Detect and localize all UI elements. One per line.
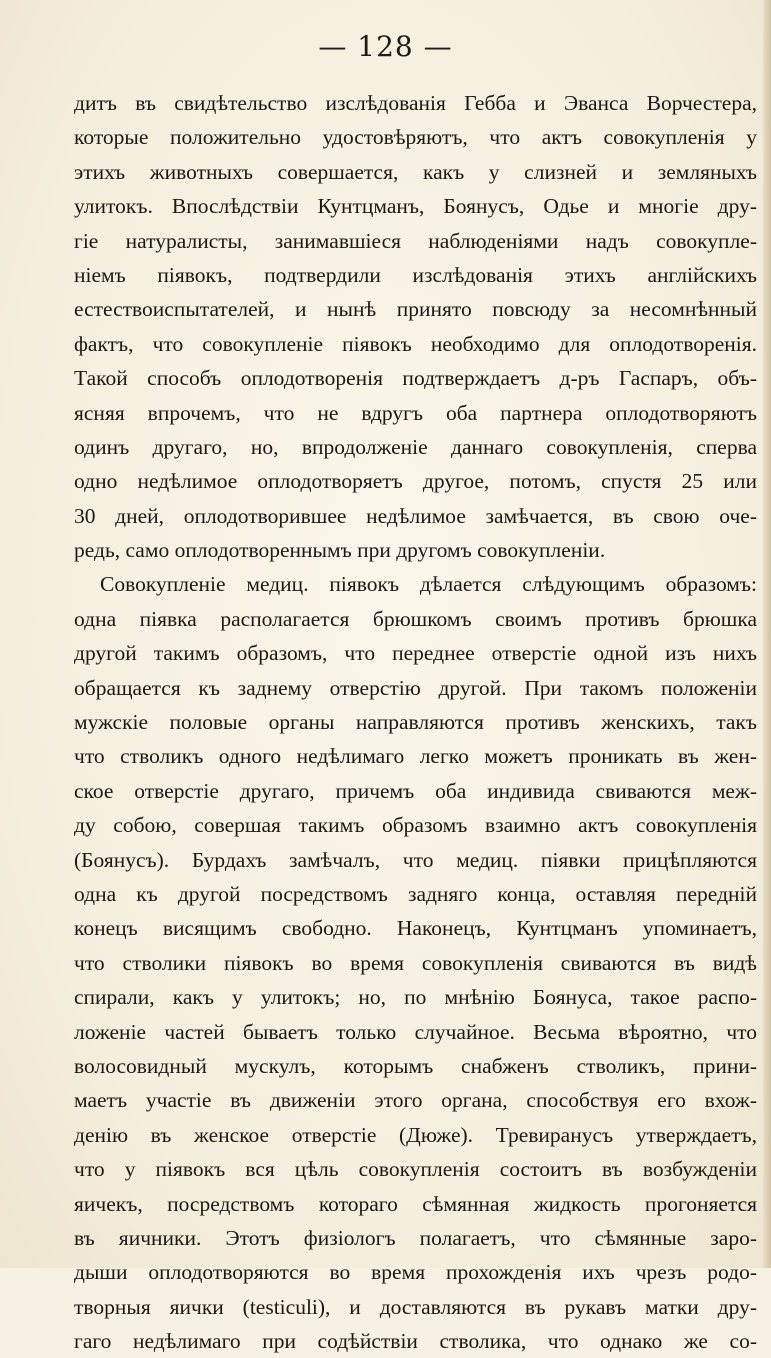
page-number: — 128 — (318, 30, 453, 63)
text-line: творныя яички (testiculi), и доставляются въ рукавъ матки дру- (74, 1294, 757, 1319)
text-line: дыши оплодотворяются во время прохожденія ихъ чрезъ родо- (74, 1260, 757, 1285)
text-line: яичекъ, посредствомъ котораго сѣмянная жидкость прогоняется (74, 1191, 757, 1216)
text-line: Такой способъ оплодотворенія подтверждаетъ д-ръ Гаспаръ, объ- (74, 366, 757, 391)
body-text (74, 86, 757, 1358)
text-line: ду собою, совершая такимъ образомъ взаимно актъ совокупленія (74, 813, 757, 838)
paragraph (74, 567, 757, 1358)
text-line: что у піявокъ вся цѣль совокупленія состоитъ въ возбужденіи (74, 1157, 757, 1182)
text-line: которые положительно удостовѣряютъ, что актъ совокупленія у (74, 125, 757, 150)
page-edge (763, 0, 771, 1268)
text-line: этихъ животныхъ совершается, какъ у слизней и земляныхъ (74, 159, 757, 184)
text-line: 30 дней, оплодотворившее недѣлимое замѣчается, въ свою оче- (74, 503, 757, 528)
text-line: дитъ въ свидѣтельство изслѣдованія Гебба и Эванса Ворчестера, (74, 91, 757, 115)
text-line: Совокупленіе медиц. піявокъ дѣлается слѣдующимъ образомъ: (100, 572, 757, 597)
text-line: что стволикъ одного недѣлимаго легко можетъ проникать въ жен- (74, 744, 757, 769)
text-line: редь, само оплодотвореннымъ при другомъ совокупленіи. (74, 538, 606, 563)
text-line: одна къ другой посредствомъ задняго конца, оставляя передній (74, 881, 757, 906)
text-line: что стволики піявокъ во время совокупленія свиваются въ видѣ (74, 950, 757, 975)
text-line: маетъ участіе въ движеніи этого органа, способствуя его вхож- (74, 1088, 757, 1113)
text-line: конецъ висящимъ свободно. Наконецъ, Кунтцманъ упоминаетъ, (74, 916, 757, 941)
text-line: ніемъ піявокъ, подтвердили изслѣдованія этихъ англійскихъ (74, 262, 757, 287)
text-line: гаго недѣлимаго при содѣйствіи стволика, что однако же со- (74, 1329, 757, 1354)
text-line: волосовидный мускулъ, которымъ снабженъ стволикъ, прини- (74, 1053, 757, 1078)
text-line: гіе натуралисты, занимавшіеся наблюденіями надъ совокупле- (74, 228, 757, 253)
paragraph (74, 86, 757, 567)
text-line: (Боянусъ). Бурдахъ замѣчалъ, что медиц. піявки прицѣпляются (74, 847, 757, 872)
text-line: мужскіе половые органы направляются противъ женскихъ, такъ (74, 710, 757, 735)
text-line: одна піявка располагается брюшкомъ своимъ противъ брюшка (74, 606, 757, 631)
text-line: одинъ другаго, но, впродолженіе даннаго совокупленія, сперва (74, 434, 757, 459)
text-line: обращается къ заднему отверстію другой. При такомъ положеніи (74, 675, 757, 700)
text-line: ложеніе частей бываетъ только случайное. Весьма вѣроятно, что (74, 1019, 757, 1044)
text-line: одно недѣлимое оплодотворяетъ другое, потомъ, спустя 25 или (74, 469, 757, 494)
text-line: спирали, какъ у улитокъ; но, по мнѣнію Боянуса, такое распо- (74, 985, 757, 1010)
text-line: фактъ, что совокупленіе піявокъ необходимо для оплодотворенія. (74, 331, 757, 356)
text-line: ское отверстіе другаго, причемъ оба индивида свиваются меж- (74, 778, 757, 803)
text-line: улитокъ. Впослѣдствіи Кунтцманъ, Боянусъ, Одье и многіе дру- (74, 194, 757, 219)
text-line: въ яичники. Этотъ физіологъ полагаетъ, что сѣмянные заро- (74, 1225, 757, 1250)
text-line: другой такимъ образомъ, что переднее отверстіе одной изъ нихъ (74, 641, 757, 666)
text-line: денію въ женское отверстіе (Дюже). Тревиранусъ утверждаетъ, (74, 1122, 757, 1147)
text-line: естествоиспытателей, и нынѣ принято повсюду за несомнѣнный (74, 297, 757, 322)
text-line: ясняя впрочемъ, что не вдругъ оба партнера оплодотворяютъ (74, 400, 757, 425)
